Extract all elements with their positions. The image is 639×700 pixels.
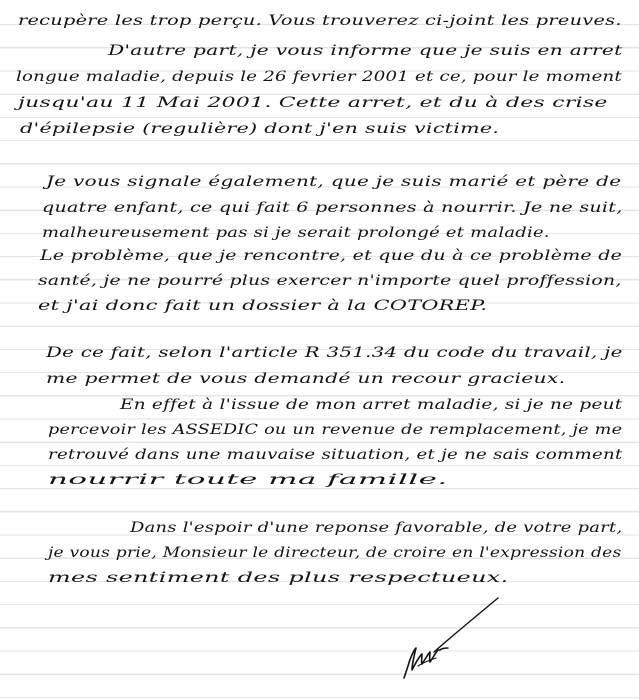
letter-line: retrouvé dans une mauvaise situation, et je ne sais comment xyxy=(48,447,623,463)
letter-line: recupère les trop perçu. Vous trouverez ci-joint les preuves. xyxy=(18,13,622,29)
letter-line: En effet à l'issue de mon arret maladie, si je ne peut xyxy=(120,397,623,413)
letter-line: percevoir les ASSEDIC ou un revenue de remplacement, je me xyxy=(48,422,623,438)
handwritten-signature xyxy=(400,592,512,682)
letter-line: santé, je ne pourré plus exercer n'importe quel proffession, xyxy=(38,273,622,289)
letter-line: nourrir toute ma famille. xyxy=(48,472,448,488)
letter-line: je vous prie, Monsieur le directeur, de croire en l'expression des xyxy=(48,545,622,561)
letter-line: d'épilepsie (regulière) dont j'en suis victime. xyxy=(20,121,500,137)
letter-line: Le problème, que je rencontre, et que du à ce problème de xyxy=(40,248,623,264)
letter-line: Dans l'espoir d'une reponse favorable, de votre part, xyxy=(130,520,623,536)
letter-line: malheureusement pas si je serait prolongé et maladie. xyxy=(42,225,550,241)
letter-line: quatre enfant, ce qui fait 6 personnes à nourrir. Je ne suit, xyxy=(42,200,623,216)
letter-line: et j'ai donc fait un dossier à la COTOREP. xyxy=(38,298,488,314)
letter-line: me permet de vous demandé un recour gracieux. xyxy=(46,371,566,387)
letter-line: D'autre part, je vous informe que je suis en arret xyxy=(108,43,623,59)
letter-line: De ce fait, selon l'article R 351.34 du code du travail, je xyxy=(46,345,623,361)
letter-line: Je vous signale également, que je suis marié et père de xyxy=(46,174,622,190)
letter-line: jusqu'au 11 Mai 2001. Cette arret, et du à des crise xyxy=(18,95,608,111)
letter-line: mes sentiment des plus respectueux. xyxy=(48,570,509,586)
letter-line: longue maladie, depuis le 26 fevrier 2001 et ce, pour le moment xyxy=(16,69,622,85)
